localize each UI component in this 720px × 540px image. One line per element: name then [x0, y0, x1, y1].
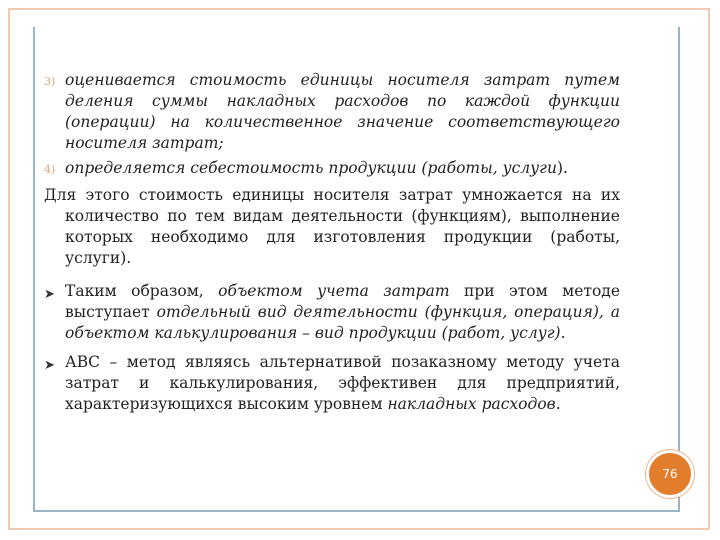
bullet-emphasis: накладных расходов: [387, 395, 556, 413]
page-number-badge: 76: [646, 450, 694, 498]
bullet-text: Таким образом,: [65, 282, 219, 300]
slide-right-border: [678, 27, 680, 512]
item-number: 3): [44, 75, 56, 88]
bullet-emphasis: объектом учета затрат: [218, 282, 450, 300]
item-number: 4): [44, 163, 56, 176]
item-text: определяется себестоимость продукции (работы, услуги: [65, 159, 557, 177]
slide-left-border: [33, 27, 35, 512]
list-item-3: [44, 70, 620, 154]
bullet-text: .: [555, 395, 561, 413]
bullet-item-1: [44, 281, 620, 344]
bullet-text: АВС – метод являясь альтернативой позаказному методу учета затрат и калькулирования, эффективен для предприятий, характеризующихся высоким уровнем: [65, 353, 620, 413]
slide-bottom-border: [33, 510, 680, 512]
arrowhead-bullet-icon: ➤: [44, 287, 55, 302]
list-item-4: [44, 158, 620, 179]
item-text-end: ).: [556, 159, 568, 177]
item-text: оценивается стоимость единицы носителя затрат путем деления суммы накладных расходов по каждой функции (операции) на количественное значение соответствующего носителя затрат;: [65, 71, 620, 152]
bullet-text: при этом методе выступает: [65, 282, 620, 321]
explanation-paragraph: Для этого стоимость единицы носителя затрат умножается на их количество по тем видам деятельности (функциям), выполнение которых необходимо для изготовления продукции (работы, услуги).: [44, 186, 620, 267]
bullet-emphasis: отдельный вид деятельности (функция, операция), а объектом калькулирования – вид продукции (работ, услуг).: [65, 303, 620, 342]
arrowhead-bullet-icon: ➤: [44, 358, 55, 373]
bullet-item-2: [44, 352, 620, 415]
slide-content: [44, 70, 620, 415]
